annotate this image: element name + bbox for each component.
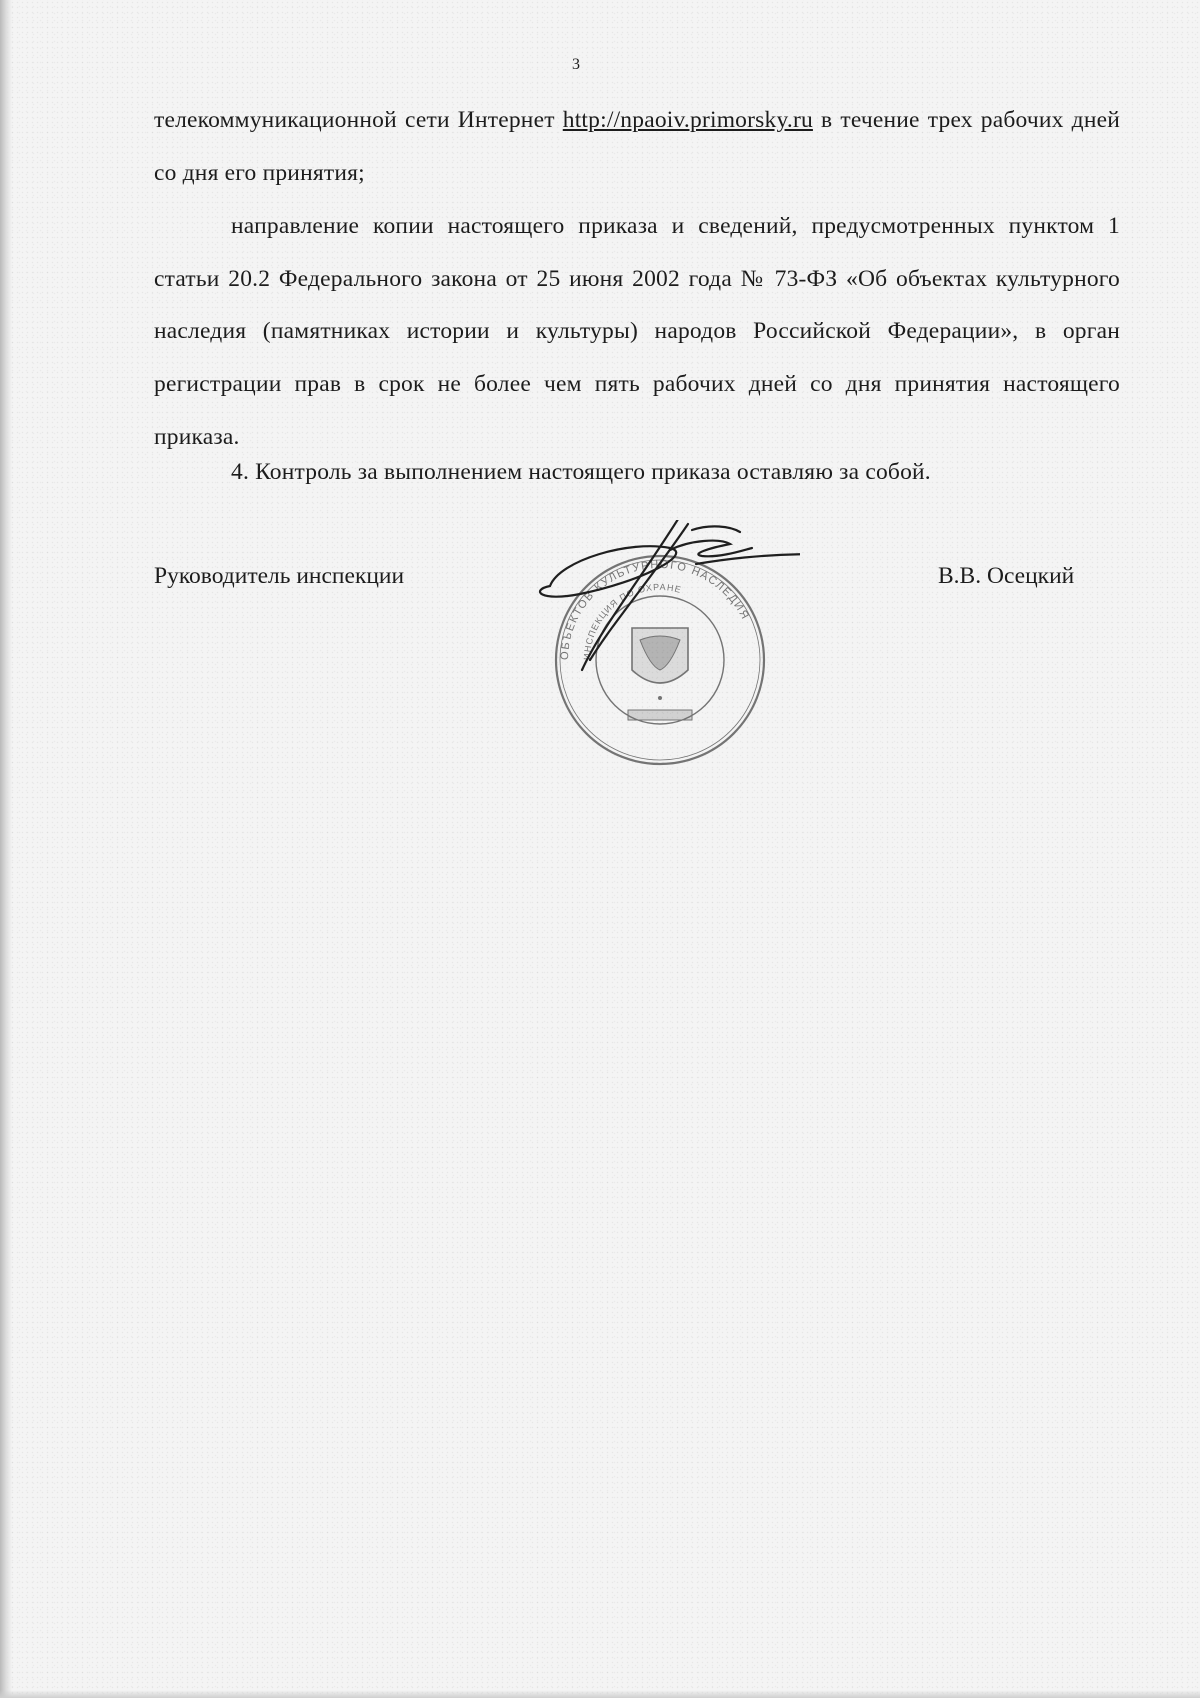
page-bottom-edge bbox=[0, 1690, 1200, 1698]
page-number: 3 bbox=[572, 56, 580, 73]
paragraph-internet-publication bbox=[154, 94, 1120, 199]
page-left-edge bbox=[0, 0, 12, 1698]
seal-inner-text: ИНСПЕКЦИЯ ПО ОХРАНЕ bbox=[581, 581, 683, 661]
paragraph-copy-direction: направление копии настоящего приказа и сведений, предусмотренных пунктом 1 статьи 20.2 Федерального закона от 25 июня 2002 года № 73-ФЗ «Об объектах культурного наследия (памятниках истории и культуры) народов Российской Федерации», в орган регистрации прав в срок не более чем пять рабочих дней со дня принятия настоящего приказа. bbox=[154, 213, 1120, 450]
paragraph-1-text-start: телекоммуникационной сети Интернет bbox=[154, 107, 563, 133]
signatory-name: В.В. Осецкий bbox=[938, 563, 1075, 589]
paragraph-control-clause: 4. Контроль за выполнением настоящего приказа оставляю за собой. bbox=[231, 459, 931, 485]
seal-outer-text: ОБЪЕКТОВ КУЛЬТУРНОГО НАСЛЕДИЯ bbox=[558, 558, 752, 661]
paragraph-1-text-end: в течение трех рабочих дней со дня его принятия; bbox=[154, 107, 1120, 186]
signatory-position: Руководитель инспекции bbox=[154, 563, 405, 589]
portal-link[interactable]: http://npaoiv.primorsky.ru bbox=[562, 107, 813, 133]
official-seal-with-signature bbox=[520, 520, 800, 780]
